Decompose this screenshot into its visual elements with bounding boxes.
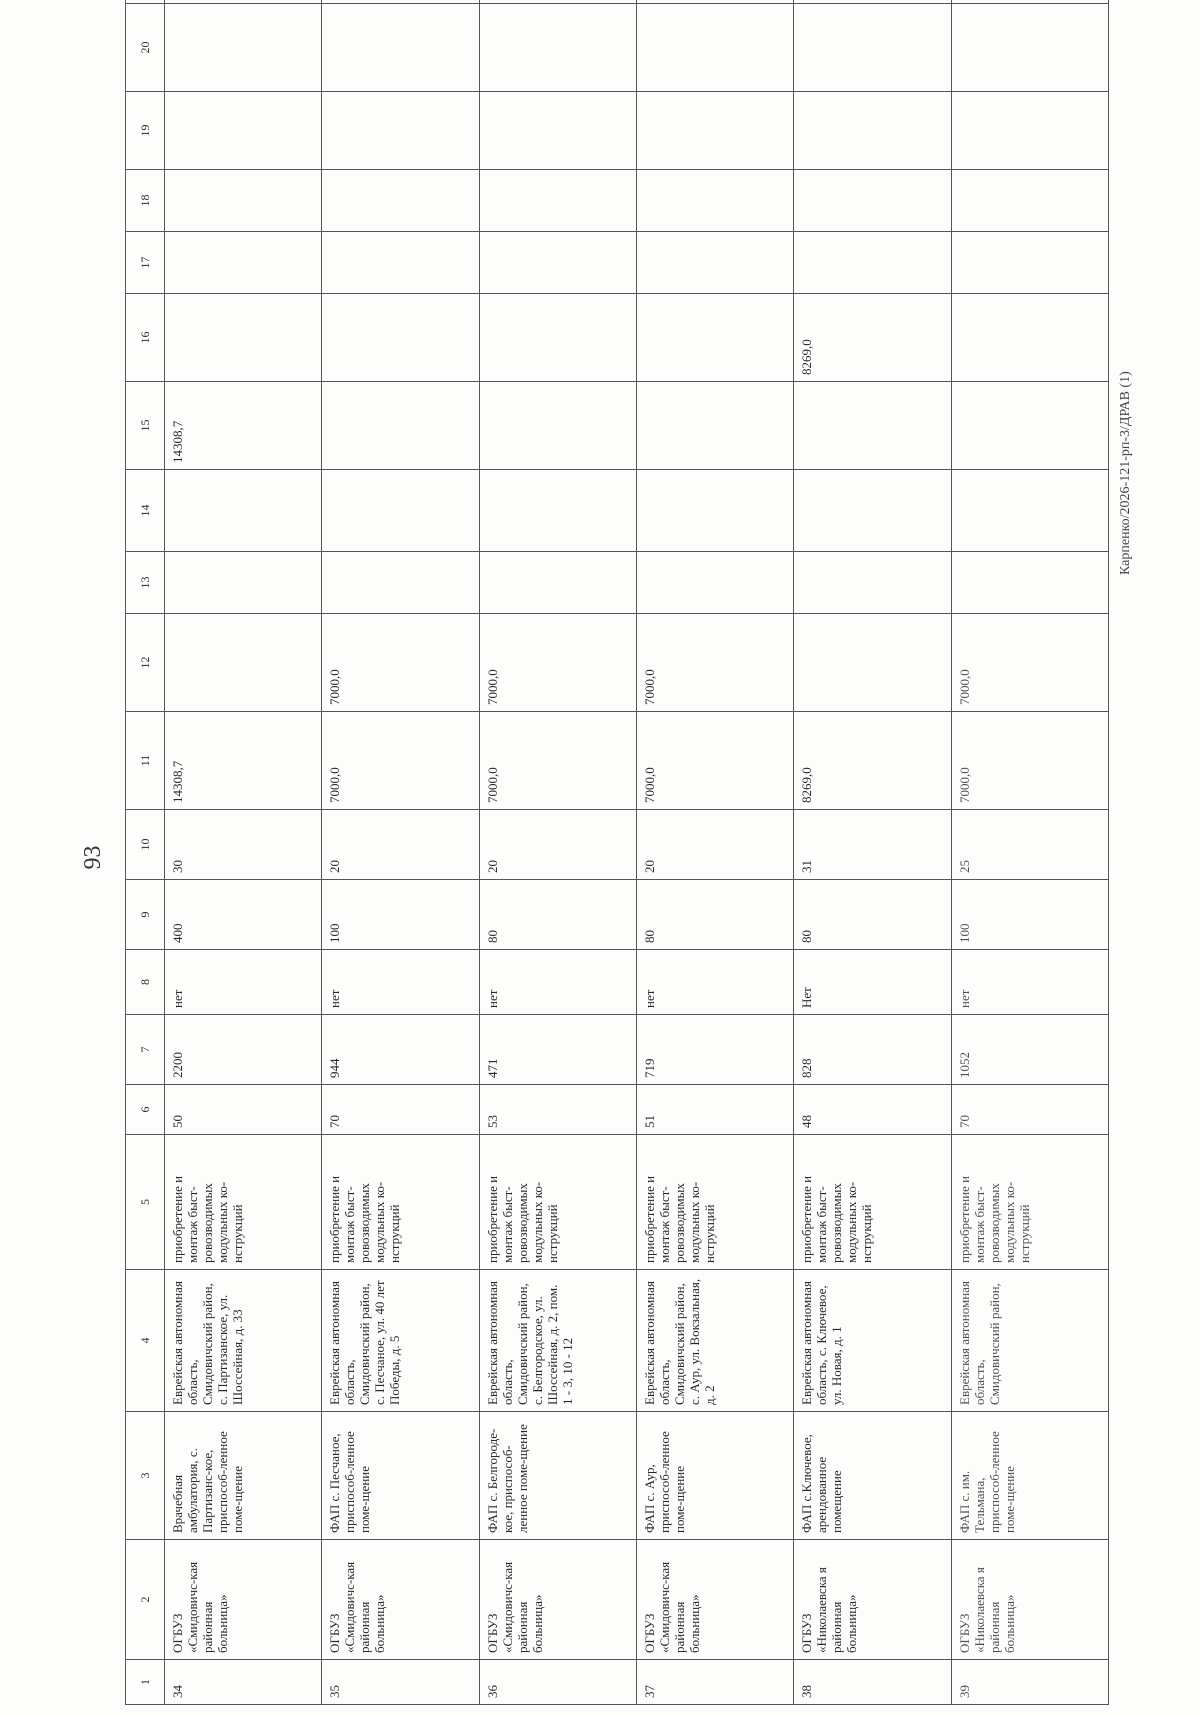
column-number: 11 xyxy=(126,712,165,810)
table-cell xyxy=(951,552,1108,614)
table-cell xyxy=(479,470,636,552)
table-cell: 1052 xyxy=(951,1015,1108,1085)
table-cell xyxy=(322,470,479,552)
table-cell xyxy=(951,170,1108,232)
row-number: 39 xyxy=(951,1660,1108,1705)
table-cell xyxy=(322,232,479,294)
column-number-row xyxy=(126,0,165,1705)
table-cell xyxy=(479,4,636,92)
column-number: 17 xyxy=(126,232,165,294)
table-cell xyxy=(165,0,322,4)
facility-cell: ФАП с. им. Тельмана, приспособ-ленное поме-щение xyxy=(951,1412,1108,1540)
table-cell: нет xyxy=(636,950,793,1015)
table-cell: 53 xyxy=(479,1085,636,1135)
table-cell: 7000,0 xyxy=(322,614,479,712)
column-number: 4 xyxy=(126,1270,165,1412)
table-cell xyxy=(165,170,322,232)
table-cell: 14308,7 xyxy=(165,712,322,810)
institution-cell: ОГБУЗ «Смидовичс-кая районная больница» xyxy=(322,1540,479,1660)
facility-cell: ФАП с.Ключевое, арендованное помещение xyxy=(794,1412,951,1540)
table-cell: 7000,0 xyxy=(479,712,636,810)
table-cell xyxy=(636,382,793,470)
table-cell xyxy=(636,92,793,170)
table-cell: 471 xyxy=(479,1015,636,1085)
action-cell: приобретение и монтаж быст-ровозводимых модульных ко-нструкций xyxy=(165,1135,322,1270)
table-cell: 944 xyxy=(322,1015,479,1085)
table-cell xyxy=(794,0,951,4)
table-cell xyxy=(322,552,479,614)
table-cell: 80 xyxy=(479,880,636,950)
table-cell: 100 xyxy=(322,880,479,950)
column-number: 1 xyxy=(126,1660,165,1705)
table-cell: 7000,0 xyxy=(479,614,636,712)
document-code: Карпенко/2026-121-рп-3/ДРАВ (1) xyxy=(1118,371,1133,575)
table-cell xyxy=(636,232,793,294)
facility-cell: Врачебная амбулатория, с. Партизанс-кое, приспособ-ленное поме-щение xyxy=(165,1412,322,1540)
table-cell xyxy=(794,232,951,294)
column-number: 19 xyxy=(126,92,165,170)
table-cell: 80 xyxy=(794,880,951,950)
page-number: 93 xyxy=(80,845,106,870)
row-number: 36 xyxy=(479,1660,636,1705)
table-cell: 2200 xyxy=(165,1015,322,1085)
table-row xyxy=(479,0,636,1705)
column-number: 14 xyxy=(126,470,165,552)
table-cell xyxy=(479,552,636,614)
table-cell xyxy=(794,552,951,614)
table-cell xyxy=(322,4,479,92)
address-cell: Еврейская автономная область, Смидовичский район, xyxy=(951,1270,1108,1412)
table-cell xyxy=(165,232,322,294)
table-cell: 70 xyxy=(322,1085,479,1135)
table-cell xyxy=(165,294,322,382)
column-number: 20 xyxy=(126,4,165,92)
table-cell xyxy=(794,170,951,232)
table-cell xyxy=(479,382,636,470)
table-cell xyxy=(322,92,479,170)
table-cell xyxy=(322,294,479,382)
action-cell: приобретение и монтаж быст-ровозводимых модульных ко-нструкций xyxy=(951,1135,1108,1270)
address-cell: Еврейская автономная область, Смидовичский район, с. Песчаное, ул. 40 лет Победы, д. 5 xyxy=(322,1270,479,1412)
table-cell: 31 xyxy=(794,810,951,880)
table-cell: нет xyxy=(165,950,322,1015)
table-cell xyxy=(636,552,793,614)
table-cell: 48 xyxy=(794,1085,951,1135)
table-cell xyxy=(794,92,951,170)
column-number: 15 xyxy=(126,382,165,470)
facility-cell: ФАП с. Аур, приспособ-ленное поме-щение xyxy=(636,1412,793,1540)
table-cell xyxy=(322,0,479,4)
action-cell: приобретение и монтаж быст-ровозводимых модульных ко-нструкций xyxy=(322,1135,479,1270)
address-cell: Еврейская автономная область, Смидовичский район, с. Белгородское, ул. Шоссейная, д. 2, пом. 1 - 3, 10 - 12 xyxy=(479,1270,636,1412)
institution-cell: ОГБУЗ «Смидовичс-кая районная больница» xyxy=(479,1540,636,1660)
table-row xyxy=(322,0,479,1705)
row-number: 34 xyxy=(165,1660,322,1705)
table-cell: 100 xyxy=(951,880,1108,950)
row-number: 35 xyxy=(322,1660,479,1705)
address-cell: Еврейская автономная область, Смидовичский район, с. Партизанское, ул. Шоссейная, д. 33 xyxy=(165,1270,322,1412)
table-cell: нет xyxy=(951,950,1108,1015)
facility-cell: ФАП с. Песчаное, приспособ-ленное поме-щение xyxy=(322,1412,479,1540)
table-cell xyxy=(322,382,479,470)
table-cell: 20 xyxy=(479,810,636,880)
table-cell xyxy=(165,614,322,712)
action-cell: приобретение и монтаж быст-ровозводимых модульных ко-нструкций xyxy=(479,1135,636,1270)
table-cell: 7000,0 xyxy=(636,614,793,712)
column-number: 6 xyxy=(126,1085,165,1135)
table-cell xyxy=(636,0,793,4)
table-row xyxy=(794,0,951,1705)
facility-cell: ФАП с. Белгороде-кое, приспособ-ленное поме-щение xyxy=(479,1412,636,1540)
table-cell: 7000,0 xyxy=(636,712,793,810)
column-number: 3 xyxy=(126,1412,165,1540)
institution-cell: ОГБУЗ «Николаевска я районная больница» xyxy=(794,1540,951,1660)
column-number: 7 xyxy=(126,1015,165,1085)
table-row xyxy=(636,0,793,1705)
table-cell xyxy=(479,232,636,294)
table-cell: 80 xyxy=(636,880,793,950)
table-cell xyxy=(794,4,951,92)
table-cell: 400 xyxy=(165,880,322,950)
table-cell: 25 xyxy=(951,810,1108,880)
table-cell: 7000,0 xyxy=(322,712,479,810)
institution-cell: ОГБУЗ «Смидовичс-кая районная больница» xyxy=(636,1540,793,1660)
table-cell xyxy=(951,294,1108,382)
column-number: 13 xyxy=(126,552,165,614)
column-number: 18 xyxy=(126,170,165,232)
table-cell: 7000,0 xyxy=(951,712,1108,810)
table-cell xyxy=(794,614,951,712)
table-cell: Нет xyxy=(794,950,951,1015)
table-cell: 20 xyxy=(322,810,479,880)
table-cell xyxy=(951,4,1108,92)
table-cell: 14308,7 xyxy=(165,382,322,470)
table-cell xyxy=(165,470,322,552)
table-row xyxy=(165,0,322,1705)
table-cell xyxy=(951,92,1108,170)
table-cell: нет xyxy=(479,950,636,1015)
table-cell xyxy=(636,170,793,232)
table-cell xyxy=(479,294,636,382)
data-table xyxy=(125,0,1109,1705)
column-number: 8 xyxy=(126,950,165,1015)
table-cell: 51 xyxy=(636,1085,793,1135)
table-cell xyxy=(479,0,636,4)
column-number: 9 xyxy=(126,880,165,950)
column-number: 2 xyxy=(126,1540,165,1660)
table-cell: 30 xyxy=(165,810,322,880)
table-row xyxy=(951,0,1108,1705)
table-cell xyxy=(165,552,322,614)
row-number: 37 xyxy=(636,1660,793,1705)
table-cell xyxy=(794,470,951,552)
table-cell xyxy=(636,470,793,552)
table-cell: 7000,0 xyxy=(951,614,1108,712)
column-number: 16 xyxy=(126,294,165,382)
table-cell: 828 xyxy=(794,1015,951,1085)
table-cell xyxy=(479,170,636,232)
table-cell xyxy=(322,170,479,232)
column-number: 5 xyxy=(126,1135,165,1270)
institution-cell: ОГБУЗ «Николаевска я районная больница» xyxy=(951,1540,1108,1660)
table-cell xyxy=(951,232,1108,294)
table-cell xyxy=(165,92,322,170)
table-cell xyxy=(951,0,1108,4)
table-cell: 8269,0 xyxy=(794,294,951,382)
table-cell xyxy=(165,4,322,92)
table-cell xyxy=(636,4,793,92)
table-cell xyxy=(951,470,1108,552)
column-number xyxy=(126,0,165,4)
table-cell xyxy=(951,382,1108,470)
table-cell xyxy=(794,382,951,470)
institution-cell: ОГБУЗ «Смидовичс-кая районная больница» xyxy=(165,1540,322,1660)
table-cell xyxy=(479,92,636,170)
table-cell: 50 xyxy=(165,1085,322,1135)
column-number: 12 xyxy=(126,614,165,712)
table-cell: 8269,0 xyxy=(794,712,951,810)
action-cell: приобретение и монтаж быст-ровозводимых модульных ко-нструкций xyxy=(794,1135,951,1270)
action-cell: приобретение и монтаж быст-ровозводимых модульных ко-нструкций xyxy=(636,1135,793,1270)
table-cell xyxy=(636,294,793,382)
table-cell: 719 xyxy=(636,1015,793,1085)
column-number: 10 xyxy=(126,810,165,880)
table-cell: нет xyxy=(322,950,479,1015)
table-cell: 70 xyxy=(951,1085,1108,1135)
address-cell: Еврейская автономная область, с. Ключевое, ул. Новая, д. 1 xyxy=(794,1270,951,1412)
table-cell: 20 xyxy=(636,810,793,880)
address-cell: Еврейская автономная область, Смидовичский район, с. Аур, ул. Вокзальная, д. 2 xyxy=(636,1270,793,1412)
row-number: 38 xyxy=(794,1660,951,1705)
